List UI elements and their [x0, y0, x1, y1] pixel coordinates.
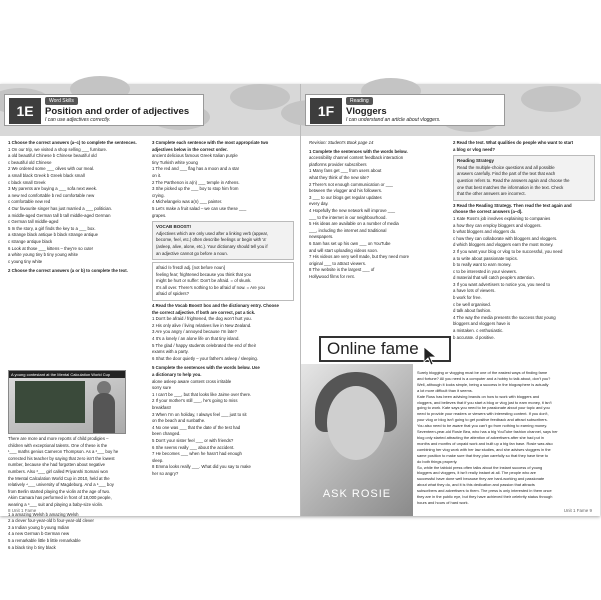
exercise-instruction: 5 Complete the sentences with the words below. Use: [152, 365, 260, 371]
exercise-line: 2 If your mother's still ___, he's going to miss: [152, 398, 238, 404]
exercise-line: Akim Camara has performed in front of 18,000 people,: [8, 495, 112, 501]
page-footer: 8 Unit 1 Fame: [8, 508, 37, 513]
text-line: and fortune? All you need is a computer and a hobby to talk about, don't you?: [417, 375, 551, 381]
exercise-line: a middle-aged German tall b tall middle-aged German: [8, 212, 111, 218]
exercise-line: between the vlogger and his followers.: [309, 188, 383, 194]
revision-note: Revision: Student's Book page 14: [309, 140, 374, 145]
exercise-line: crying.: [152, 192, 165, 198]
article-text: [417, 370, 597, 510]
text-line: bloggers and vloggers, it isn't really instant at all. The people who are: [417, 470, 536, 476]
text-line: You also need to be aware that you can't go from nothing to earning money.: [417, 423, 548, 429]
exercise-line: 5 Let's make a fruit salad – we can use these ___: [152, 205, 247, 211]
lesson-section: Word Skills: [45, 97, 78, 105]
exercise-line: 6 Look at those ___ kittens – they're so cute!: [8, 245, 94, 251]
exercise-column-1: [8, 140, 148, 368]
text-line: might be hurt or suffer: Don't be afraid. = of skunk.: [156, 278, 252, 284]
exercise-line: 3 She picked up the ___ boy to stop him from: [152, 186, 239, 192]
exercise-line: 3 My parents are buying a ___ sofa next week.: [8, 186, 98, 192]
exercise-instruction: 3 Complete each sentence with the most appropriate two: [152, 140, 269, 145]
exercise-line: 6 Sam has set up his own ___ on YouTube: [309, 240, 391, 246]
exercise-line: sleep.: [152, 457, 164, 463]
exercise-line: 8 Emma looks really ___. What did you say to make: [152, 464, 251, 470]
exercise-line: b what bloggers and vloggers do.: [453, 229, 517, 235]
text-line: going to work. Kate says you need to be passionate about your topic and you: [417, 405, 550, 411]
exercise-line: 2 If you want your blog or vlog to be successful, you need: [453, 248, 563, 254]
face-shape: [327, 386, 385, 460]
text-line: (asleep, alive, alone, etc.). Your dictionary should tell you if: [156, 243, 268, 249]
exercise-line: 6 a black tiny b tiny black: [8, 544, 56, 550]
exercise-column-1: [309, 140, 449, 334]
page-footer: Unit 1 Fame 9: [563, 508, 592, 513]
exercise-line: 6 She seems really ___ about the accident.: [152, 444, 235, 450]
exercise-line: a to write about passionate topics.: [453, 255, 518, 261]
exercise-line: accessibility channel content feedback interaction: [309, 155, 404, 161]
exercise-line: c German tall middle-aged: [8, 219, 59, 225]
exercise-line: c beautiful old Chinese: [8, 159, 52, 165]
person-figure: [93, 393, 115, 433]
left-page: [0, 84, 300, 550]
contestant-photo: [8, 370, 126, 434]
exercise-line: c how they can collaborate with bloggers and vloggers.: [453, 235, 558, 241]
exercise-instruction: 1 Choose the correct answers (a–c) to complete the sentences.: [8, 140, 137, 145]
exercise-line: 3 ___ to our blogs get regular updates: [309, 194, 382, 200]
exercise-line: There are more and more reports of child prodigies –: [8, 436, 109, 441]
exercise-line: a have lots of viewers.: [453, 288, 496, 294]
exercise-line: tiny Turkish white young: [152, 159, 198, 165]
lesson-number: 1F: [310, 98, 342, 124]
text-line: hours and hours of hard work.: [417, 499, 469, 505]
text-line: Adjectives which are only used after a linking verb (appear,: [156, 230, 269, 236]
exercise-instruction: choose the correct answers (a–d).: [453, 209, 523, 215]
online-fame-banner: Online fame: [319, 336, 451, 362]
exercise-instruction: 3 Read the Reading Strategy. Then read the text again and: [453, 202, 572, 208]
exercise-instruction: adjectives below in the correct order.: [152, 146, 228, 152]
exercise-line: c black small Greek: [8, 179, 46, 185]
exercise-line: 2 a clever four-year-old b four-year-old clever: [8, 518, 94, 524]
text-line: same position to make sure that they plan carefully so that they have time to: [417, 452, 549, 458]
exercise-line: on it.: [152, 172, 162, 178]
exercise-line: b work for free.: [453, 295, 482, 301]
exercise-line: b accurate. d positive.: [453, 334, 495, 340]
exercise-instruction: 4 Read the Vocab Boost! box and the dictionary entry. Choose: [152, 303, 279, 309]
dictionary-entry: [152, 262, 294, 301]
exercise-line: c young tiny white: [8, 258, 43, 264]
exercise-line: a small black Greek b Greek black small: [8, 172, 85, 178]
text-line: a lot more difficult than it seems.: [417, 387, 473, 393]
lesson-title: Position and order of adjectives: [45, 106, 190, 117]
exercise-line: every day.: [309, 201, 329, 207]
exercise-line: breakfast!: [152, 404, 171, 410]
exercise-line: 5 Don't your sister feel ___ or with friends?: [152, 437, 234, 443]
exercise-line: d material that will catch people's attention.: [453, 275, 535, 281]
exercise-line: grapes.: [152, 212, 167, 218]
text-line: It's all over. There's nothing to be afraid of now. = Are you: [156, 284, 265, 290]
exercise-line: a how they can employ bloggers and vloggers.: [453, 222, 542, 228]
exercise-line: 2 There's not enough communication or ___: [309, 181, 393, 187]
exercise-instruction: the correct adjective. If both are correct, put a tick.: [152, 309, 256, 315]
exercise-line: 1 a amazing Welsh b amazing Welsh: [8, 511, 79, 517]
right-page: [300, 84, 600, 516]
lesson-section: Reading: [346, 97, 373, 105]
exercise-line: a new red comfortable b red comfortable new: [8, 192, 95, 198]
exercise-line: what they think of the new site?: [309, 174, 369, 180]
exercise-line: d talk about fashion.: [453, 308, 492, 314]
exercise-line: c to be interested in your viewers.: [453, 268, 518, 274]
vocab-boost-title: VOCAB BOOST!: [156, 224, 192, 230]
ask-rosie-photo: [301, 364, 413, 516]
text-line: do both things properly.: [417, 458, 458, 464]
exercise-line: a old beautiful Chinese b Chinese beautiful old: [8, 153, 97, 159]
exercise-line: Hollywood films for rent.: [309, 273, 355, 279]
exercise-column-2: [152, 140, 294, 506]
exercise-line: 4 It's a lonely / an alone life on that tiny island.: [152, 336, 240, 342]
lesson-header: [4, 94, 204, 126]
exercise-line: 2 His only alive / living relatives live in New Zealand.: [152, 322, 252, 328]
exercise-line: 1 I can't be ___, but that looks like Jaime over there.: [152, 391, 252, 397]
exercise-line: newspapers.: [309, 234, 334, 240]
exercise-line: 2 The Parthenon is a(n) ___ temple in Athens.: [152, 179, 240, 185]
exercise-line: relatively ⁴___ university of Magdeburg. And a ⁵___ boy: [8, 482, 114, 488]
exercise-line: exams with a party.: [152, 349, 189, 355]
exercise-line: 6 Shut the door quietly – your father's asleep / sleeping.: [152, 355, 258, 361]
lesson-header: [305, 94, 505, 126]
exercise-line: 1 On our trip, we visited a shop selling ___ furniture.: [8, 146, 108, 152]
vocab-boost-box: [152, 221, 294, 260]
exercise-line: from Berlin started playing the violin at the age of two.: [8, 488, 111, 494]
exercise-line: 1 The red and ___ flag has a moon and a star: [152, 166, 240, 172]
exercise-line: 3 Are you angry / annoyed because I'm late?: [152, 329, 237, 335]
exercise-line: a mistaken. c enthusiastic.: [453, 328, 504, 334]
lesson-number: 1E: [9, 98, 41, 124]
exercise-line: a white young tiny b tiny young white: [8, 252, 78, 258]
exercise-instruction: a blog or vlog need?: [453, 146, 496, 152]
text-line: subscribers and advertisers to them. The press is only interested in them once: [417, 488, 552, 494]
exercise-line: 4 Our favourite singer has just married a ___ politician.: [8, 205, 113, 211]
reading-strategy-box: [453, 155, 595, 201]
exercise-line: corrected his teacher by saying that zero isn't the lowest: [8, 455, 115, 461]
exercise-line: on the beach and sunbathe.: [152, 418, 206, 424]
lesson-subtitle: I can understand an article about vloggers.: [346, 117, 441, 123]
exercise-line: number, because she had forgotten about negative: [8, 462, 105, 468]
exercise-line: alone asleep aware content cross irritable: [152, 378, 232, 384]
exercise-line: 5 a remarkable little b little remarkable: [8, 537, 81, 543]
exercise-line: ¹___ maths genius Cameron Thompson. As a ²___ boy he: [8, 449, 119, 455]
exercise-line: original ___ to attract viewers.: [309, 260, 367, 266]
exercise-line: 5 His ideas are available on a number of media: [309, 221, 399, 227]
exercise-line: d which bloggers and vloggers earn the most money.: [453, 242, 554, 248]
text-line: an adjective cannot go before a noun.: [156, 250, 228, 256]
exercise-line: 4 Hopefully the new network will improve ___: [309, 207, 395, 213]
text-line: So, while the tabloid press often talks about the instant success of young: [417, 464, 543, 470]
text-line: your vlog or blog isn't going to get positive feedback and attract subscribers.: [417, 417, 548, 423]
exercise-line: been changed.: [152, 431, 181, 437]
text-line: Well, although it looks simple, being a success in the blogosphere is actually: [417, 381, 549, 387]
exercise-line: 7 His videos are very well made, but they need more: [309, 254, 410, 260]
exercise-line: c strange antique black: [8, 238, 53, 244]
text-line: need to provide your readers or viewers with interesting content. If you don't,: [417, 411, 549, 417]
exercise-line: 2 We ordered some ___ olives with our meal.: [8, 166, 95, 172]
exercise-line: 8 The website is the largest ___ of: [309, 267, 375, 273]
blackboard: [15, 381, 85, 423]
mouse-cursor-icon: [423, 346, 437, 366]
ask-rosie-label: ASK ROSIE: [322, 488, 392, 500]
exercise-line: 1 Don't be afraid / frightened, the dog won't hurt you.: [152, 316, 252, 322]
exercise-line: c comfortable new red: [8, 199, 51, 205]
text-line: afraid /əˈfreɪd/ adj. [not before noun]: [156, 265, 225, 271]
photo-caption: A young contestant at the Mental Calculation World Cup: [9, 371, 125, 378]
exercise-line: 3 When I'm on holiday, I always feel ___ just to sit: [152, 411, 247, 417]
exercise-line: 4 Michelangelo was a(n) ___ painter.: [152, 199, 223, 205]
exercise-line: children with exceptional talents. One of these is the: [8, 442, 108, 448]
text-line: Surely blogging or vlogging must be one of the easiest ways of finding fame: [417, 370, 548, 375]
lesson-title: Vloggers: [346, 106, 387, 117]
exercise-line: 4 The way the media presents the success that young: [453, 314, 556, 320]
exercise-line: 1 Kate Ross's job involves explaining to companies: [453, 215, 551, 221]
exercise-line: ancient delicious famous Greek Italian purple: [152, 153, 238, 159]
exercise-line: 3 a Indian young b young Indian: [8, 524, 70, 530]
text-line: combining her vlog work with her law studies, and she advises vloggers in the: [417, 446, 551, 452]
exercise-line: wearing a ⁶___ suit and playing a baby-size violin.: [8, 501, 104, 507]
exercise-line: 4 No one was ___ that the date of the test had: [152, 424, 241, 430]
text-line: Read the multiple-choice questions and all possible: [457, 164, 555, 170]
exercise-line: and will start uploading videos soon.: [309, 247, 379, 253]
text-line: successful have done well because they are hard-working and passionate: [417, 476, 545, 482]
exercise-line: sorry sure: [152, 385, 172, 391]
exercise-line: b to really want to earn money.: [453, 262, 512, 268]
reading-strategy-title: Reading Strategy: [457, 158, 495, 164]
text-line: that the other answers are incorrect.: [457, 191, 526, 197]
exercise-line: 1 Many fans get ___ from users about: [309, 168, 382, 174]
text-line: feeling fear; frightened because you think that you: [156, 271, 252, 277]
text-line: Kate Ross has been advising brands on how to work with bloggers and: [417, 393, 540, 399]
exercise-line: the Mental Calculation World Cup in 2010, held at the: [8, 475, 110, 481]
exercise-line: ___ to the internet in our neighbourhood.: [309, 214, 387, 220]
workbook-spread: [0, 84, 600, 550]
exercise-line: her so angry?: [152, 470, 179, 476]
exercise-line: ___, including the internet and traditional: [309, 227, 387, 233]
exercise-line: platforms provider subscribers: [309, 161, 367, 167]
exercise-line: 3 If you want advertisers to notice you, you need to: [453, 281, 550, 287]
text-line: they are in the public eye, but they have achieved their celebrity status through: [417, 494, 553, 500]
exercise-instruction: 2 Choose the correct answers (a or b) to complete the text.: [8, 268, 128, 274]
exercise-instruction: 1 Complete the sentences with the words below.: [309, 148, 408, 154]
exercise-instruction: a dictionary to help you.: [152, 372, 202, 377]
exercise-line: 5 The glad / happy students celebrated the end of their: [152, 342, 257, 348]
text-line: question refers to. Read the answers again and choose the: [457, 177, 570, 183]
exercise-line: a strange black antique b black strange antique: [8, 232, 99, 238]
exercise-instruction: 2 Read the text. What qualities do people who want to start: [453, 140, 574, 145]
text-line: months and months of unpaid work and built up a big fan base. Rosie was also: [417, 440, 553, 446]
text-line: afraid of spiders?: [156, 291, 189, 297]
exercise-line: 4 a new German b German new: [8, 531, 70, 537]
text-line: answers carefully. Find the part of the text that each: [457, 171, 556, 177]
text-line: become, feel, etc.) often describe feelings or begin with 'a': [156, 237, 267, 243]
text-line: Seventeen-year-old Rosie Bea, who has a big YouTube fashion channel, says her: [417, 429, 558, 435]
exercise-line: c be well organised.: [453, 301, 491, 307]
exercise-line: 7 He becomes ___ when he hasn't had enough: [152, 451, 242, 457]
exercise-line: bloggers and vloggers have is: [453, 321, 511, 327]
text-line: vloggers, and believes that if you start a blog or vlog just to earn money, it isn't: [417, 399, 552, 405]
lesson-subtitle: I can use adjectives correctly.: [45, 117, 111, 123]
text-line: blog only started attracting the attention of advertisers after she had put in: [417, 434, 544, 440]
exercise-column-2: [453, 140, 595, 368]
exercise-line: 5 In the story, a girl finds the key to a ___ box.: [8, 225, 96, 231]
exercise-line: numbers. Also ³___ girl called Priyanshi Somani won: [8, 468, 109, 474]
text-line: about what they do, and it is this dedication and passion that attracts: [417, 482, 535, 488]
text-line: one that best matches the information in the text. Check: [457, 184, 564, 190]
